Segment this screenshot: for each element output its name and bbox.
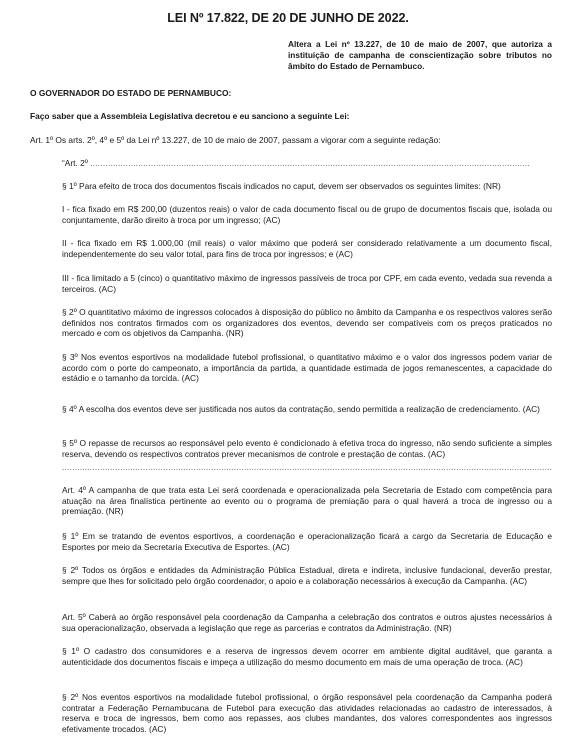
article-4: Art. 4º A campanha de que trata esta Lei será coordenada e operacionalizada pela Secretaria de Estado com competência para atuação na área finalística pertinente ao evento ou o programa de premiação para o qual haverá a troca de ingresso ou a premiação. (NR) xyxy=(62,485,552,517)
omission-dots-separator xyxy=(62,462,552,473)
article-2-paragraph-3: § 3º Nos eventos esportivos na modalidade futebol profissional, o quantitativo máximo e o valor dos ingressos podem variar de acordo com o porte do campeonato, a importância da partida, a quantidade estimada de jogos remanescentes, a capacidade do estádio e o tamanho da torcida. (AC) xyxy=(62,352,552,384)
article-2-paragraph-2: § 2º O quantitativo máximo de ingressos colocados à disposição do público no âmbito da Campanha e os respectivos valores serão definidos nos contratos firmados com os organizadores dos eventos, devendo ser compatíveis com os preços praticados no mercado e com os objetivos da Campanha. (NR) xyxy=(62,307,552,339)
article-5-paragraph-2: § 2º Nos eventos esportivos na modalidade futebol profissional, o órgão responsável pela coordenação da Campanha poderá contratar a Federação Pernambucana de Futebol para execução das atividades relacionadas ao cadastro de interessados, à reserva e troca de ingressos, bem como aos repasses, aos clubes mandantes, dos valores correspondentes aos ingressos efetivamente trocados. (AC) xyxy=(62,692,552,734)
article-2-item-iii: III - fica limitado a 5 (cinco) o quantitativo máximo de ingressos passíveis de troca por CPF, em cada evento, vedada sua revenda a terceiros. (AC) xyxy=(62,273,552,294)
article-2-paragraph-5: § 5º O repasse de recursos ao responsável pelo evento é condicionado à efetiva troca do ingresso, não sendo suficiente a simples reserva, devendo os respectivos contratos prever mecanismos de controle e prestação de contas. (AC) xyxy=(62,438,552,459)
governor-heading: O GOVERNADOR DO ESTADO DE PERNAMBUCO: xyxy=(30,88,232,98)
article-2-label: “Art. 2º xyxy=(62,158,88,168)
article-2-paragraph-4: § 4º A escolha dos eventos deve ser justificada nos autos da contratação, sendo permitida a realização de credenciamento. (AC) xyxy=(62,404,540,414)
article-2-item-ii: II - fica fixado em R$ 1.000,00 (mil reais) o valor máximo que poderá ser considerado relativamente a um documento fiscal, independentemente do seu valor total, para fins de troca por ingressos; e (AC) xyxy=(62,238,552,259)
law-ementa: Altera a Lei nº 13.227, de 10 de maio de 2007, que autoriza a instituição de campanha de conscientização sobre tributos no âmbito do Estado de Pernambuco. xyxy=(288,39,552,71)
article-2-paragraph-1: § 1º Para efeito de troca dos documentos fiscais indicados no caput, devem ser observados os seguintes limites: (NR) xyxy=(62,181,501,191)
article-5-paragraph-1: § 1º O cadastro dos consumidores e a reserva de ingressos devem ocorrer em ambiente digital auditável, que garanta a autenticidade dos documentos fiscais e impeça a utilização do mesmo documento em mais de uma operação de troca. (AC) xyxy=(62,646,552,667)
article-2-heading xyxy=(62,158,552,169)
omission-dots xyxy=(90,158,530,169)
article-1: Art. 1º Os arts. 2º, 4º e 5º da Lei nº 13.227, de 10 de maio de 2007, passam a vigorar com a seguinte redação: xyxy=(30,135,441,145)
article-4-paragraph-2: § 2º Todos os órgãos e entidades da Administração Pública Estadual, direta e indireta, inclusive fundacional, deverão prestar, sempre que lhes for solicitado pelo órgão coordenador, o apoio e a colaboração necessários à execução da Campanha. (AC) xyxy=(62,565,552,586)
law-title: LEI Nº 17.822, DE 20 DE JUNHO DE 2022. xyxy=(167,11,409,25)
enactment-clause: Faço saber que a Assembleia Legislativa decretou e eu sanciono a seguinte Lei: xyxy=(30,111,350,121)
article-4-paragraph-1: § 1º Em se tratando de eventos esportivos, a coordenação e operacionalização ficará a cargo da Secretaria de Educação e Esportes por meio da Secretaria Executiva de Esportes. (AC) xyxy=(62,531,552,552)
article-2-item-i: I - fica fixado em R$ 200,00 (duzentos reais) o valor de cada documento fiscal ou de grupo de documentos fiscais que, isolada ou conjuntamente, darão direito à troca por um ingresso; (AC) xyxy=(62,204,552,225)
article-5: Art. 5º Caberá ao órgão responsável pela coordenação da Campanha a celebração dos contratos e outros ajustes necessários à sua operacionalização, observada a legislação que rege as parcerias e contratos da Administração. (NR) xyxy=(62,612,552,633)
